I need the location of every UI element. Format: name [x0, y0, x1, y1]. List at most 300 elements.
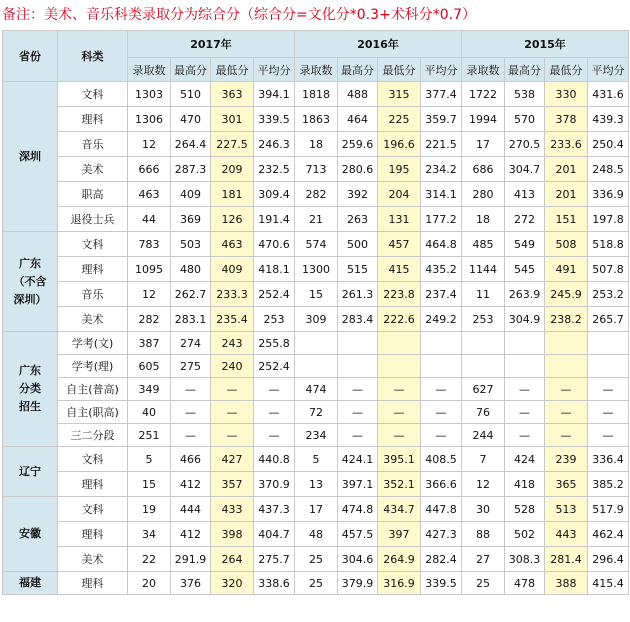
min-score-cell: —: [211, 401, 254, 424]
min-score-cell: 225: [378, 107, 421, 132]
admitted-count-cell: 349: [128, 378, 171, 401]
admitted-count-cell: 18: [462, 207, 505, 232]
admitted-count-cell: 605: [128, 355, 171, 378]
category-cell: 理科: [58, 522, 128, 547]
metric-header-max: 最高分: [338, 58, 378, 82]
max-score-cell: 478: [505, 572, 545, 595]
table-row: [3, 257, 629, 282]
min-score-cell: 513: [545, 497, 588, 522]
admitted-count-cell: 7: [462, 447, 505, 472]
avg-score-cell: 275.7: [254, 547, 295, 572]
max-score-cell: 464: [338, 107, 378, 132]
max-score-cell: 538: [505, 82, 545, 107]
max-score-cell: 444: [171, 497, 211, 522]
min-score-cell: 415: [378, 257, 421, 282]
avg-score-cell: —: [254, 401, 295, 424]
admitted-count-cell: 12: [462, 472, 505, 497]
min-score-cell: 201: [545, 182, 588, 207]
min-score-cell: 281.4: [545, 547, 588, 572]
avg-score-cell: 447.8: [421, 497, 462, 522]
max-score-cell: —: [505, 401, 545, 424]
max-score-cell: —: [171, 424, 211, 447]
avg-score-cell: —: [588, 378, 629, 401]
category-cell: 理科: [58, 472, 128, 497]
avg-score-cell: 366.6: [421, 472, 462, 497]
max-score-cell: 369: [171, 207, 211, 232]
avg-score-cell: 255.8: [254, 332, 295, 355]
min-score-cell: 443: [545, 522, 588, 547]
metric-header-admitted: 录取数: [462, 58, 505, 82]
category-cell: 文科: [58, 447, 128, 472]
min-score-cell: 508: [545, 232, 588, 257]
max-score-cell: 412: [171, 522, 211, 547]
table-row: [3, 282, 629, 307]
avg-score-cell: 246.3: [254, 132, 295, 157]
min-score-cell: [545, 332, 588, 355]
min-score-cell: 131: [378, 207, 421, 232]
max-score-cell: 261.3: [338, 282, 378, 307]
admitted-count-cell: 17: [462, 132, 505, 157]
admitted-count-cell: 17: [295, 497, 338, 522]
avg-score-cell: [588, 332, 629, 355]
avg-score-cell: 437.3: [254, 497, 295, 522]
min-score-cell: —: [378, 424, 421, 447]
admitted-count-cell: 463: [128, 182, 171, 207]
admitted-count-cell: 34: [128, 522, 171, 547]
min-score-cell: 409: [211, 257, 254, 282]
category-cell: 文科: [58, 232, 128, 257]
province-cell: 辽宁: [3, 447, 58, 497]
admitted-count-cell: 27: [462, 547, 505, 572]
avg-score-cell: 253.2: [588, 282, 629, 307]
admitted-count-cell: 713: [295, 157, 338, 182]
min-score-cell: 365: [545, 472, 588, 497]
avg-score-cell: 191.4: [254, 207, 295, 232]
province-cell: 深圳: [3, 82, 58, 232]
avg-score-cell: 418.1: [254, 257, 295, 282]
min-score-cell: 433: [211, 497, 254, 522]
category-cell: 退役士兵: [58, 207, 128, 232]
admitted-count-cell: 19: [128, 497, 171, 522]
category-cell: 理科: [58, 257, 128, 282]
max-score-cell: [505, 355, 545, 378]
table-row: [3, 355, 629, 378]
table-row: [3, 572, 629, 595]
admitted-count-cell: 309: [295, 307, 338, 332]
category-cell: 理科: [58, 107, 128, 132]
max-score-cell: 528: [505, 497, 545, 522]
category-cell: 美术: [58, 547, 128, 572]
min-score-cell: 195: [378, 157, 421, 182]
min-score-cell: 235.4: [211, 307, 254, 332]
min-score-cell: 196.6: [378, 132, 421, 157]
min-score-cell: 316.9: [378, 572, 421, 595]
admitted-count-cell: 474: [295, 378, 338, 401]
avg-score-cell: —: [254, 378, 295, 401]
admitted-count-cell: 1144: [462, 257, 505, 282]
max-score-cell: 379.9: [338, 572, 378, 595]
category-cell: 美术: [58, 307, 128, 332]
max-score-cell: 304.7: [505, 157, 545, 182]
admitted-count-cell: 48: [295, 522, 338, 547]
admitted-count-cell: 387: [128, 332, 171, 355]
max-score-cell: 510: [171, 82, 211, 107]
admitted-count-cell: 253: [462, 307, 505, 332]
admitted-count-cell: 686: [462, 157, 505, 182]
admitted-count-cell: 13: [295, 472, 338, 497]
admitted-count-cell: 1095: [128, 257, 171, 282]
year-header-2017: 2017年: [128, 31, 295, 58]
max-score-cell: 570: [505, 107, 545, 132]
remark-note: 备注：美术、音乐科类录取分为综合分（综合分=文化分*0.3+术科分*0.7）: [2, 7, 476, 23]
avg-score-cell: 359.7: [421, 107, 462, 132]
max-score-cell: —: [505, 424, 545, 447]
table-row: [3, 182, 629, 207]
category-cell: 文科: [58, 497, 128, 522]
max-score-cell: 413: [505, 182, 545, 207]
avg-score-cell: 237.4: [421, 282, 462, 307]
table-body: [3, 82, 629, 595]
avg-score-cell: 282.4: [421, 547, 462, 572]
max-score-cell: 503: [171, 232, 211, 257]
max-score-cell: —: [338, 378, 378, 401]
admitted-count-cell: 627: [462, 378, 505, 401]
avg-score-cell: 377.4: [421, 82, 462, 107]
metric-header-max: 最高分: [171, 58, 211, 82]
admitted-count-cell: 40: [128, 401, 171, 424]
max-score-cell: 412: [171, 472, 211, 497]
avg-score-cell: —: [421, 401, 462, 424]
avg-score-cell: 507.8: [588, 257, 629, 282]
avg-score-cell: 265.7: [588, 307, 629, 332]
min-score-cell: 243: [211, 332, 254, 355]
admitted-count-cell: 251: [128, 424, 171, 447]
min-score-cell: 233.6: [545, 132, 588, 157]
avg-score-cell: 221.5: [421, 132, 462, 157]
min-score-cell: 463: [211, 232, 254, 257]
avg-score-cell: 253: [254, 307, 295, 332]
province-cell: 安徽: [3, 497, 58, 572]
category-cell: 三二分段: [58, 424, 128, 447]
max-score-cell: 457.5: [338, 522, 378, 547]
max-score-cell: 470: [171, 107, 211, 132]
admitted-count-cell: 280: [462, 182, 505, 207]
admitted-count-cell: 666: [128, 157, 171, 182]
avg-score-cell: 385.2: [588, 472, 629, 497]
avg-score-cell: [421, 332, 462, 355]
province-header: 省份: [3, 31, 58, 82]
table-row: [3, 132, 629, 157]
max-score-cell: 549: [505, 232, 545, 257]
province-cell: 福建: [3, 572, 58, 595]
max-score-cell: 259.6: [338, 132, 378, 157]
avg-score-cell: 252.4: [254, 282, 295, 307]
min-score-cell: [545, 355, 588, 378]
min-score-cell: —: [545, 424, 588, 447]
province-cell: 广东（不含深圳）: [3, 232, 58, 332]
min-score-cell: 301: [211, 107, 254, 132]
max-score-cell: 264.4: [171, 132, 211, 157]
min-score-cell: 126: [211, 207, 254, 232]
admitted-count-cell: [462, 355, 505, 378]
avg-score-cell: 462.4: [588, 522, 629, 547]
admitted-count-cell: 783: [128, 232, 171, 257]
avg-score-cell: 339.5: [254, 107, 295, 132]
min-score-cell: 363: [211, 82, 254, 107]
min-score-cell: 238.2: [545, 307, 588, 332]
max-score-cell: 280.6: [338, 157, 378, 182]
table-row: [3, 472, 629, 497]
admitted-count-cell: 76: [462, 401, 505, 424]
avg-score-cell: 232.5: [254, 157, 295, 182]
metric-header-avg: 平均分: [421, 58, 462, 82]
avg-score-cell: [588, 355, 629, 378]
max-score-cell: —: [171, 378, 211, 401]
avg-score-cell: 370.9: [254, 472, 295, 497]
admitted-count-cell: 244: [462, 424, 505, 447]
admitted-count-cell: 1303: [128, 82, 171, 107]
table-row: [3, 447, 629, 472]
min-score-cell: 223.8: [378, 282, 421, 307]
avg-score-cell: 252.4: [254, 355, 295, 378]
max-score-cell: 283.1: [171, 307, 211, 332]
avg-score-cell: 249.2: [421, 307, 462, 332]
avg-score-cell: 248.5: [588, 157, 629, 182]
max-score-cell: 291.9: [171, 547, 211, 572]
avg-score-cell: 439.3: [588, 107, 629, 132]
avg-score-cell: 415.4: [588, 572, 629, 595]
admitted-count-cell: 44: [128, 207, 171, 232]
admitted-count-cell: 25: [462, 572, 505, 595]
avg-score-cell: 517.9: [588, 497, 629, 522]
avg-score-cell: —: [254, 424, 295, 447]
table-row: [3, 332, 629, 355]
min-score-cell: 388: [545, 572, 588, 595]
max-score-cell: 502: [505, 522, 545, 547]
avg-score-cell: —: [421, 378, 462, 401]
min-score-cell: 239: [545, 447, 588, 472]
max-score-cell: 275: [171, 355, 211, 378]
max-score-cell: —: [505, 378, 545, 401]
admitted-count-cell: 1300: [295, 257, 338, 282]
avg-score-cell: 250.4: [588, 132, 629, 157]
avg-score-cell: —: [421, 424, 462, 447]
max-score-cell: 397.1: [338, 472, 378, 497]
category-cell: 音乐: [58, 282, 128, 307]
max-score-cell: 304.9: [505, 307, 545, 332]
min-score-cell: 264.9: [378, 547, 421, 572]
category-cell: 文科: [58, 82, 128, 107]
table-row: [3, 522, 629, 547]
min-score-cell: [378, 355, 421, 378]
admitted-count-cell: 5: [295, 447, 338, 472]
max-score-cell: 424: [505, 447, 545, 472]
avg-score-cell: 518.8: [588, 232, 629, 257]
table-row: [3, 82, 629, 107]
max-score-cell: 304.6: [338, 547, 378, 572]
min-score-cell: [378, 332, 421, 355]
year-header-2016: 2016年: [295, 31, 462, 58]
min-score-cell: 151: [545, 207, 588, 232]
max-score-cell: 272: [505, 207, 545, 232]
admitted-count-cell: 21: [295, 207, 338, 232]
category-cell: 音乐: [58, 132, 128, 157]
min-score-cell: 222.6: [378, 307, 421, 332]
admitted-count-cell: 282: [295, 182, 338, 207]
min-score-cell: 245.9: [545, 282, 588, 307]
max-score-cell: 376: [171, 572, 211, 595]
admitted-count-cell: [462, 332, 505, 355]
category-cell: 自主(职高): [58, 401, 128, 424]
max-score-cell: —: [338, 401, 378, 424]
avg-score-cell: 296.4: [588, 547, 629, 572]
admitted-count-cell: 1863: [295, 107, 338, 132]
max-score-cell: 392: [338, 182, 378, 207]
category-header: 科类: [58, 31, 128, 82]
admitted-count-cell: 22: [128, 547, 171, 572]
table-row: [3, 107, 629, 132]
min-score-cell: 181: [211, 182, 254, 207]
min-score-cell: 204: [378, 182, 421, 207]
admitted-count-cell: 12: [128, 132, 171, 157]
province-cell: 广东分类招生: [3, 332, 58, 447]
admitted-count-cell: 88: [462, 522, 505, 547]
avg-score-cell: 197.8: [588, 207, 629, 232]
table-row: [3, 378, 629, 401]
min-score-cell: 264: [211, 547, 254, 572]
max-score-cell: [338, 355, 378, 378]
max-score-cell: [505, 332, 545, 355]
table-row: [3, 547, 629, 572]
admitted-count-cell: 15: [295, 282, 338, 307]
max-score-cell: 515: [338, 257, 378, 282]
category-cell: 理科: [58, 572, 128, 595]
admitted-count-cell: 20: [128, 572, 171, 595]
table-row: [3, 157, 629, 182]
admitted-count-cell: 15: [128, 472, 171, 497]
admitted-count-cell: 234: [295, 424, 338, 447]
table-row: [3, 232, 629, 257]
min-score-cell: 434.7: [378, 497, 421, 522]
metric-header-min: 最低分: [545, 58, 588, 82]
admitted-count-cell: 1722: [462, 82, 505, 107]
avg-score-cell: 435.2: [421, 257, 462, 282]
min-score-cell: 240: [211, 355, 254, 378]
max-score-cell: 488: [338, 82, 378, 107]
min-score-cell: 378: [545, 107, 588, 132]
category-cell: 自主(普高): [58, 378, 128, 401]
min-score-cell: —: [545, 401, 588, 424]
year-header-2015: 2015年: [462, 31, 629, 58]
min-score-cell: 352.1: [378, 472, 421, 497]
min-score-cell: 233.3: [211, 282, 254, 307]
admitted-count-cell: 25: [295, 572, 338, 595]
admitted-count-cell: 18: [295, 132, 338, 157]
max-score-cell: 466: [171, 447, 211, 472]
max-score-cell: 283.4: [338, 307, 378, 332]
max-score-cell: 474.8: [338, 497, 378, 522]
max-score-cell: —: [171, 401, 211, 424]
min-score-cell: 457: [378, 232, 421, 257]
max-score-cell: 263: [338, 207, 378, 232]
max-score-cell: —: [338, 424, 378, 447]
min-score-cell: 395.1: [378, 447, 421, 472]
metric-header-min: 最低分: [211, 58, 254, 82]
category-cell: 学考(文): [58, 332, 128, 355]
category-cell: 职高: [58, 182, 128, 207]
avg-score-cell: 394.1: [254, 82, 295, 107]
min-score-cell: —: [211, 378, 254, 401]
avg-score-cell: 177.2: [421, 207, 462, 232]
max-score-cell: [338, 332, 378, 355]
admitted-count-cell: 30: [462, 497, 505, 522]
max-score-cell: 262.7: [171, 282, 211, 307]
min-score-cell: 201: [545, 157, 588, 182]
table-row: [3, 207, 629, 232]
min-score-cell: —: [378, 378, 421, 401]
max-score-cell: 480: [171, 257, 211, 282]
admitted-count-cell: 11: [462, 282, 505, 307]
metric-header-max: 最高分: [505, 58, 545, 82]
year-header-row: [3, 31, 629, 58]
avg-score-cell: 309.4: [254, 182, 295, 207]
avg-score-cell: [421, 355, 462, 378]
avg-score-cell: 464.8: [421, 232, 462, 257]
category-cell: 学考(理): [58, 355, 128, 378]
admitted-count-cell: 1818: [295, 82, 338, 107]
admitted-count-cell: 485: [462, 232, 505, 257]
min-score-cell: 357: [211, 472, 254, 497]
min-score-cell: 315: [378, 82, 421, 107]
min-score-cell: 491: [545, 257, 588, 282]
metric-header-min: 最低分: [378, 58, 421, 82]
avg-score-cell: 338.6: [254, 572, 295, 595]
avg-score-cell: 408.5: [421, 447, 462, 472]
avg-score-cell: 431.6: [588, 82, 629, 107]
admitted-count-cell: [295, 332, 338, 355]
avg-score-cell: —: [588, 401, 629, 424]
avg-score-cell: —: [588, 424, 629, 447]
max-score-cell: 274: [171, 332, 211, 355]
min-score-cell: 427: [211, 447, 254, 472]
table-row: [3, 401, 629, 424]
min-score-cell: 320: [211, 572, 254, 595]
admitted-count-cell: 574: [295, 232, 338, 257]
min-score-cell: —: [545, 378, 588, 401]
admitted-count-cell: 282: [128, 307, 171, 332]
min-score-cell: 330: [545, 82, 588, 107]
avg-score-cell: 314.1: [421, 182, 462, 207]
min-score-cell: 398: [211, 522, 254, 547]
admission-score-table: [2, 30, 629, 595]
max-score-cell: 263.9: [505, 282, 545, 307]
min-score-cell: —: [211, 424, 254, 447]
min-score-cell: 209: [211, 157, 254, 182]
avg-score-cell: 404.7: [254, 522, 295, 547]
metric-header-avg: 平均分: [588, 58, 629, 82]
admitted-count-cell: 12: [128, 282, 171, 307]
avg-score-cell: 470.6: [254, 232, 295, 257]
max-score-cell: 409: [171, 182, 211, 207]
table-row: [3, 307, 629, 332]
avg-score-cell: 336.9: [588, 182, 629, 207]
min-score-cell: 227.5: [211, 132, 254, 157]
min-score-cell: 397: [378, 522, 421, 547]
admitted-count-cell: 1994: [462, 107, 505, 132]
max-score-cell: 424.1: [338, 447, 378, 472]
admitted-count-cell: 25: [295, 547, 338, 572]
max-score-cell: 418: [505, 472, 545, 497]
